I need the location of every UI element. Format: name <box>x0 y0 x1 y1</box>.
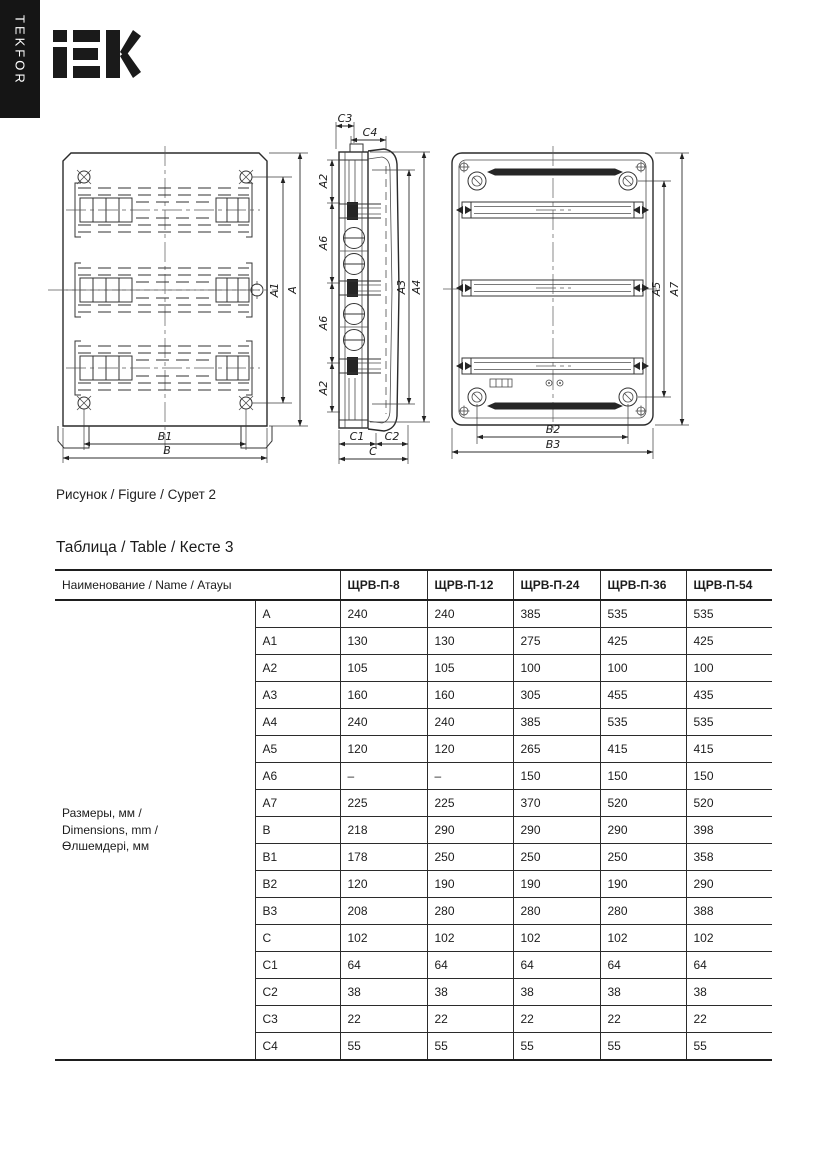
dim-label-a3: A3 <box>395 279 408 295</box>
row-group-label-line: Өлшемдері, мм <box>62 839 150 854</box>
dimensions-table <box>55 569 772 1061</box>
dim-label-a1: A1 <box>268 282 281 298</box>
dim-label-a7: A7 <box>668 281 681 297</box>
dimension-value-cell: 290 <box>427 817 513 844</box>
dimension-value-cell: 64 <box>427 952 513 979</box>
dim-label-a4: A4 <box>410 279 423 295</box>
dim-label-a6-bottom: A6 <box>317 315 330 331</box>
dimension-value-cell: 208 <box>340 898 427 925</box>
dimension-value-cell: 240 <box>427 709 513 736</box>
dimension-value-cell: 105 <box>427 655 513 682</box>
dimension-value-cell: 305 <box>513 682 600 709</box>
dimension-name-cell: B1 <box>255 844 340 871</box>
dimension-value-cell: 240 <box>427 600 513 628</box>
dimension-value-cell: 218 <box>340 817 427 844</box>
column-header-name: Наименование / Name / Атауы <box>55 570 340 600</box>
dimension-value-cell: 102 <box>686 925 772 952</box>
row-group-label <box>55 600 255 1060</box>
column-header-model: ЩРВ-П-54 <box>686 570 772 600</box>
dimension-value-cell: 370 <box>513 790 600 817</box>
dimension-value-cell: 150 <box>513 763 600 790</box>
dimension-value-cell: 280 <box>600 898 686 925</box>
dimension-name-cell: C1 <box>255 952 340 979</box>
dimension-name-cell: A5 <box>255 736 340 763</box>
dimension-value-cell: 22 <box>427 1006 513 1033</box>
dimension-value-cell: 64 <box>513 952 600 979</box>
dimension-value-cell: 250 <box>513 844 600 871</box>
dimension-value-cell: 120 <box>427 736 513 763</box>
dimension-value-cell: 535 <box>686 709 772 736</box>
dimension-value-cell: 22 <box>600 1006 686 1033</box>
column-header-model: ЩРВ-П-12 <box>427 570 513 600</box>
dimension-value-cell: 535 <box>686 600 772 628</box>
front-view-drawing <box>48 146 308 463</box>
dimension-value-cell: 385 <box>513 709 600 736</box>
dimension-name-cell: A4 <box>255 709 340 736</box>
dimension-value-cell: 385 <box>513 600 600 628</box>
dimension-name-cell: A3 <box>255 682 340 709</box>
dimension-value-cell: – <box>340 763 427 790</box>
table-header-row <box>55 570 772 600</box>
table-row <box>55 600 772 628</box>
dimension-value-cell: 100 <box>513 655 600 682</box>
column-header-model: ЩРВ-П-36 <box>600 570 686 600</box>
dimension-value-cell: 190 <box>513 871 600 898</box>
dimension-value-cell: 520 <box>600 790 686 817</box>
iek-logo-icon <box>53 30 141 78</box>
dimension-value-cell: 250 <box>600 844 686 871</box>
dimension-value-cell: 535 <box>600 709 686 736</box>
dimension-name-cell: C3 <box>255 1006 340 1033</box>
dim-label-b1: B1 <box>157 430 173 443</box>
dimension-value-cell: 415 <box>686 736 772 763</box>
dim-label-b3: B3 <box>545 438 561 451</box>
dimension-value-cell: 190 <box>427 871 513 898</box>
column-header-model: ЩРВ-П-24 <box>513 570 600 600</box>
dimension-value-cell: 225 <box>427 790 513 817</box>
dim-label-a2-top: A2 <box>317 173 330 189</box>
dimension-value-cell: 120 <box>340 871 427 898</box>
dimension-value-cell: 55 <box>686 1033 772 1061</box>
dimension-value-cell: 290 <box>600 817 686 844</box>
brand-sidebar <box>0 0 40 118</box>
dimension-value-cell: 398 <box>686 817 772 844</box>
dimension-name-cell: A <box>255 600 340 628</box>
dimension-value-cell: 38 <box>600 979 686 1006</box>
dimension-value-cell: 250 <box>427 844 513 871</box>
dimension-value-cell: 55 <box>513 1033 600 1061</box>
dimension-value-cell: 38 <box>427 979 513 1006</box>
dimension-name-cell: B2 <box>255 871 340 898</box>
dimension-value-cell: 455 <box>600 682 686 709</box>
dimension-name-cell: A7 <box>255 790 340 817</box>
dimension-value-cell: 150 <box>686 763 772 790</box>
dimension-value-cell: 290 <box>513 817 600 844</box>
row-group-label-line: Dimensions, mm / <box>62 822 159 837</box>
dimension-name-cell: A1 <box>255 628 340 655</box>
dim-label-a6-top: A6 <box>317 235 330 251</box>
dimension-name-cell: A2 <box>255 655 340 682</box>
dimension-value-cell: 425 <box>686 628 772 655</box>
dimension-value-cell: 520 <box>686 790 772 817</box>
dimension-value-cell: 358 <box>686 844 772 871</box>
dim-label-a: A <box>286 286 299 294</box>
dim-label-a2-bottom: A2 <box>317 380 330 396</box>
dimension-value-cell: 160 <box>427 682 513 709</box>
dimension-value-cell: 64 <box>600 952 686 979</box>
dim-label-c1: C1 <box>349 430 365 443</box>
dim-label-c3: C3 <box>337 112 353 125</box>
dimension-value-cell: 102 <box>340 925 427 952</box>
dim-label-c4: C4 <box>362 126 378 139</box>
dimension-value-cell: 280 <box>427 898 513 925</box>
dimension-value-cell: 435 <box>686 682 772 709</box>
dimension-value-cell: 100 <box>686 655 772 682</box>
dimension-value-cell: 22 <box>513 1006 600 1033</box>
dim-label-b2: B2 <box>545 423 561 436</box>
dimension-value-cell: 38 <box>513 979 600 1006</box>
dim-label-c: C <box>369 445 377 458</box>
dimension-value-cell: 178 <box>340 844 427 871</box>
table-body <box>55 600 772 1060</box>
dimension-value-cell: 38 <box>340 979 427 1006</box>
dimension-value-cell: 55 <box>340 1033 427 1061</box>
dimension-name-cell: B <box>255 817 340 844</box>
dimension-value-cell: 102 <box>427 925 513 952</box>
dimension-value-cell: 64 <box>686 952 772 979</box>
table-caption: Таблица / Table / Кесте 3 <box>56 539 234 556</box>
dimension-name-cell: C4 <box>255 1033 340 1061</box>
dimension-value-cell: 240 <box>340 600 427 628</box>
dimension-value-cell: 130 <box>340 628 427 655</box>
dimension-value-cell: 265 <box>513 736 600 763</box>
dimension-value-cell: 240 <box>340 709 427 736</box>
brand-sidebar-text: TEKFOR <box>12 15 28 86</box>
dimension-value-cell: 290 <box>686 871 772 898</box>
dimension-value-cell: 55 <box>427 1033 513 1061</box>
dimension-value-cell: – <box>427 763 513 790</box>
dimension-value-cell: 275 <box>513 628 600 655</box>
dimension-name-cell: A6 <box>255 763 340 790</box>
dimension-value-cell: 64 <box>340 952 427 979</box>
dim-label-b: B <box>163 444 171 457</box>
dimension-value-cell: 100 <box>600 655 686 682</box>
dimension-value-cell: 535 <box>600 600 686 628</box>
dimension-value-cell: 120 <box>340 736 427 763</box>
dimension-value-cell: 105 <box>340 655 427 682</box>
row-group-label-line: Размеры, мм / <box>62 806 142 821</box>
dimension-value-cell: 102 <box>513 925 600 952</box>
figure-drawing <box>44 104 750 482</box>
dimension-name-cell: C <box>255 925 340 952</box>
dimension-value-cell: 150 <box>600 763 686 790</box>
dim-label-a5: A5 <box>650 281 663 297</box>
dimension-value-cell: 388 <box>686 898 772 925</box>
dim-label-c2: C2 <box>384 430 400 443</box>
dimension-value-cell: 22 <box>340 1006 427 1033</box>
back-view-drawing <box>443 146 689 459</box>
dimension-name-cell: B3 <box>255 898 340 925</box>
dimension-value-cell: 415 <box>600 736 686 763</box>
dimension-value-cell: 55 <box>600 1033 686 1061</box>
dimension-value-cell: 280 <box>513 898 600 925</box>
dimension-value-cell: 425 <box>600 628 686 655</box>
dimension-value-cell: 22 <box>686 1006 772 1033</box>
dimension-value-cell: 38 <box>686 979 772 1006</box>
dimension-value-cell: 160 <box>340 682 427 709</box>
dimension-name-cell: C2 <box>255 979 340 1006</box>
dimension-value-cell: 102 <box>600 925 686 952</box>
dimension-value-cell: 225 <box>340 790 427 817</box>
dimension-value-cell: 130 <box>427 628 513 655</box>
column-header-model: ЩРВ-П-8 <box>340 570 427 600</box>
side-view-drawing <box>317 112 430 464</box>
figure-caption: Рисунок / Figure / Сурет 2 <box>56 487 217 502</box>
dimension-value-cell: 190 <box>600 871 686 898</box>
